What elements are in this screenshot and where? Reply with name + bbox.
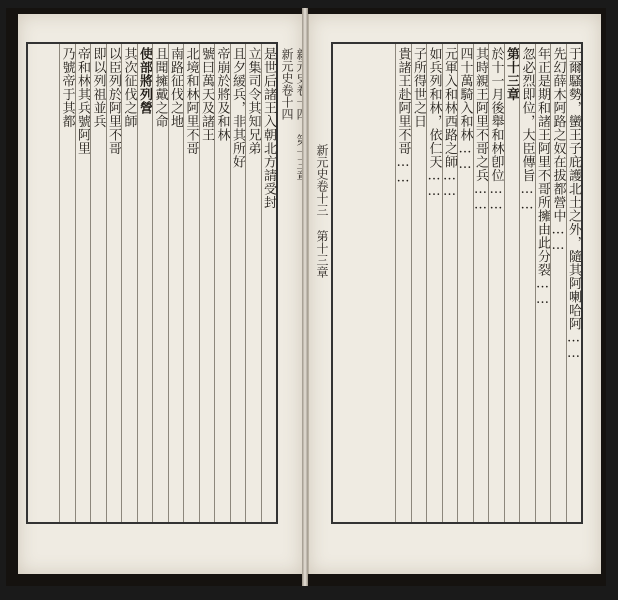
left-page-column: 號曰萬天及諸王 — [199, 44, 215, 522]
left-page-column: 使部將列營 — [137, 44, 153, 522]
right-page-column: 先幻薛木阿路之奴在拔都營中…… — [550, 44, 566, 522]
left-page-column: 帝崩於將及和林 — [214, 44, 230, 522]
right-text-frame — [331, 42, 583, 524]
left-page-column: 帝和林其兵號阿里 — [75, 44, 91, 522]
right-page-column: 其時親王阿里不哥之兵…… — [473, 44, 489, 522]
left-page-column: 北境和林阿里不哥 — [183, 44, 199, 522]
right-page-column: 于爾騷勢，蠻王子庇護北土之外，隨其阿喇哈阿…… — [566, 44, 582, 522]
right-page — [308, 14, 601, 574]
left-page-column: 乃號帝于其都 — [59, 44, 75, 522]
right-page-column: 四十萬騎入和林…… — [457, 44, 473, 522]
open-book — [6, 8, 606, 586]
right-text-columns — [333, 44, 581, 522]
left-page-column: 是世后諸王入朝北方請受封 — [261, 44, 277, 522]
right-page-column: 於十一月後舉和林卽位…… — [488, 44, 504, 522]
left-page — [18, 14, 303, 574]
left-margin-title: 新元史卷十四 — [280, 48, 294, 120]
right-page-column: 忽必烈即位，大臣傳旨…… — [519, 44, 535, 522]
right-page-column: 元軍入和林西路之師…… — [442, 44, 458, 522]
left-page-column: 即以列祖並兵 — [90, 44, 106, 522]
right-margin-title: 新元史卷十三 第十三章 — [315, 144, 329, 278]
right-page-column: 年正是期和諸王阿里不哥所擁由此分裂…… — [535, 44, 551, 522]
right-page-column: 子所得世之日 — [411, 44, 427, 522]
left-page-column: 且夕緩兵，非其所好 — [230, 44, 246, 522]
left-text-columns — [28, 44, 276, 522]
right-page-column: 第十三章 — [504, 44, 520, 522]
left-page-column: 南路征伐之地 — [168, 44, 184, 522]
left-page-column: 其次征伐之師 — [121, 44, 137, 522]
left-text-frame — [26, 42, 278, 524]
right-page-column: 如兵列和林，依仁天…… — [426, 44, 442, 522]
left-page-column: 以臣列於阿里不哥 — [106, 44, 122, 522]
left-page-column: 且聞擁戴之命 — [152, 44, 168, 522]
right-page-column: 貴諸王赴阿里不哥…… — [395, 44, 411, 522]
left-page-column: 立集司令其知兄弟 — [245, 44, 261, 522]
